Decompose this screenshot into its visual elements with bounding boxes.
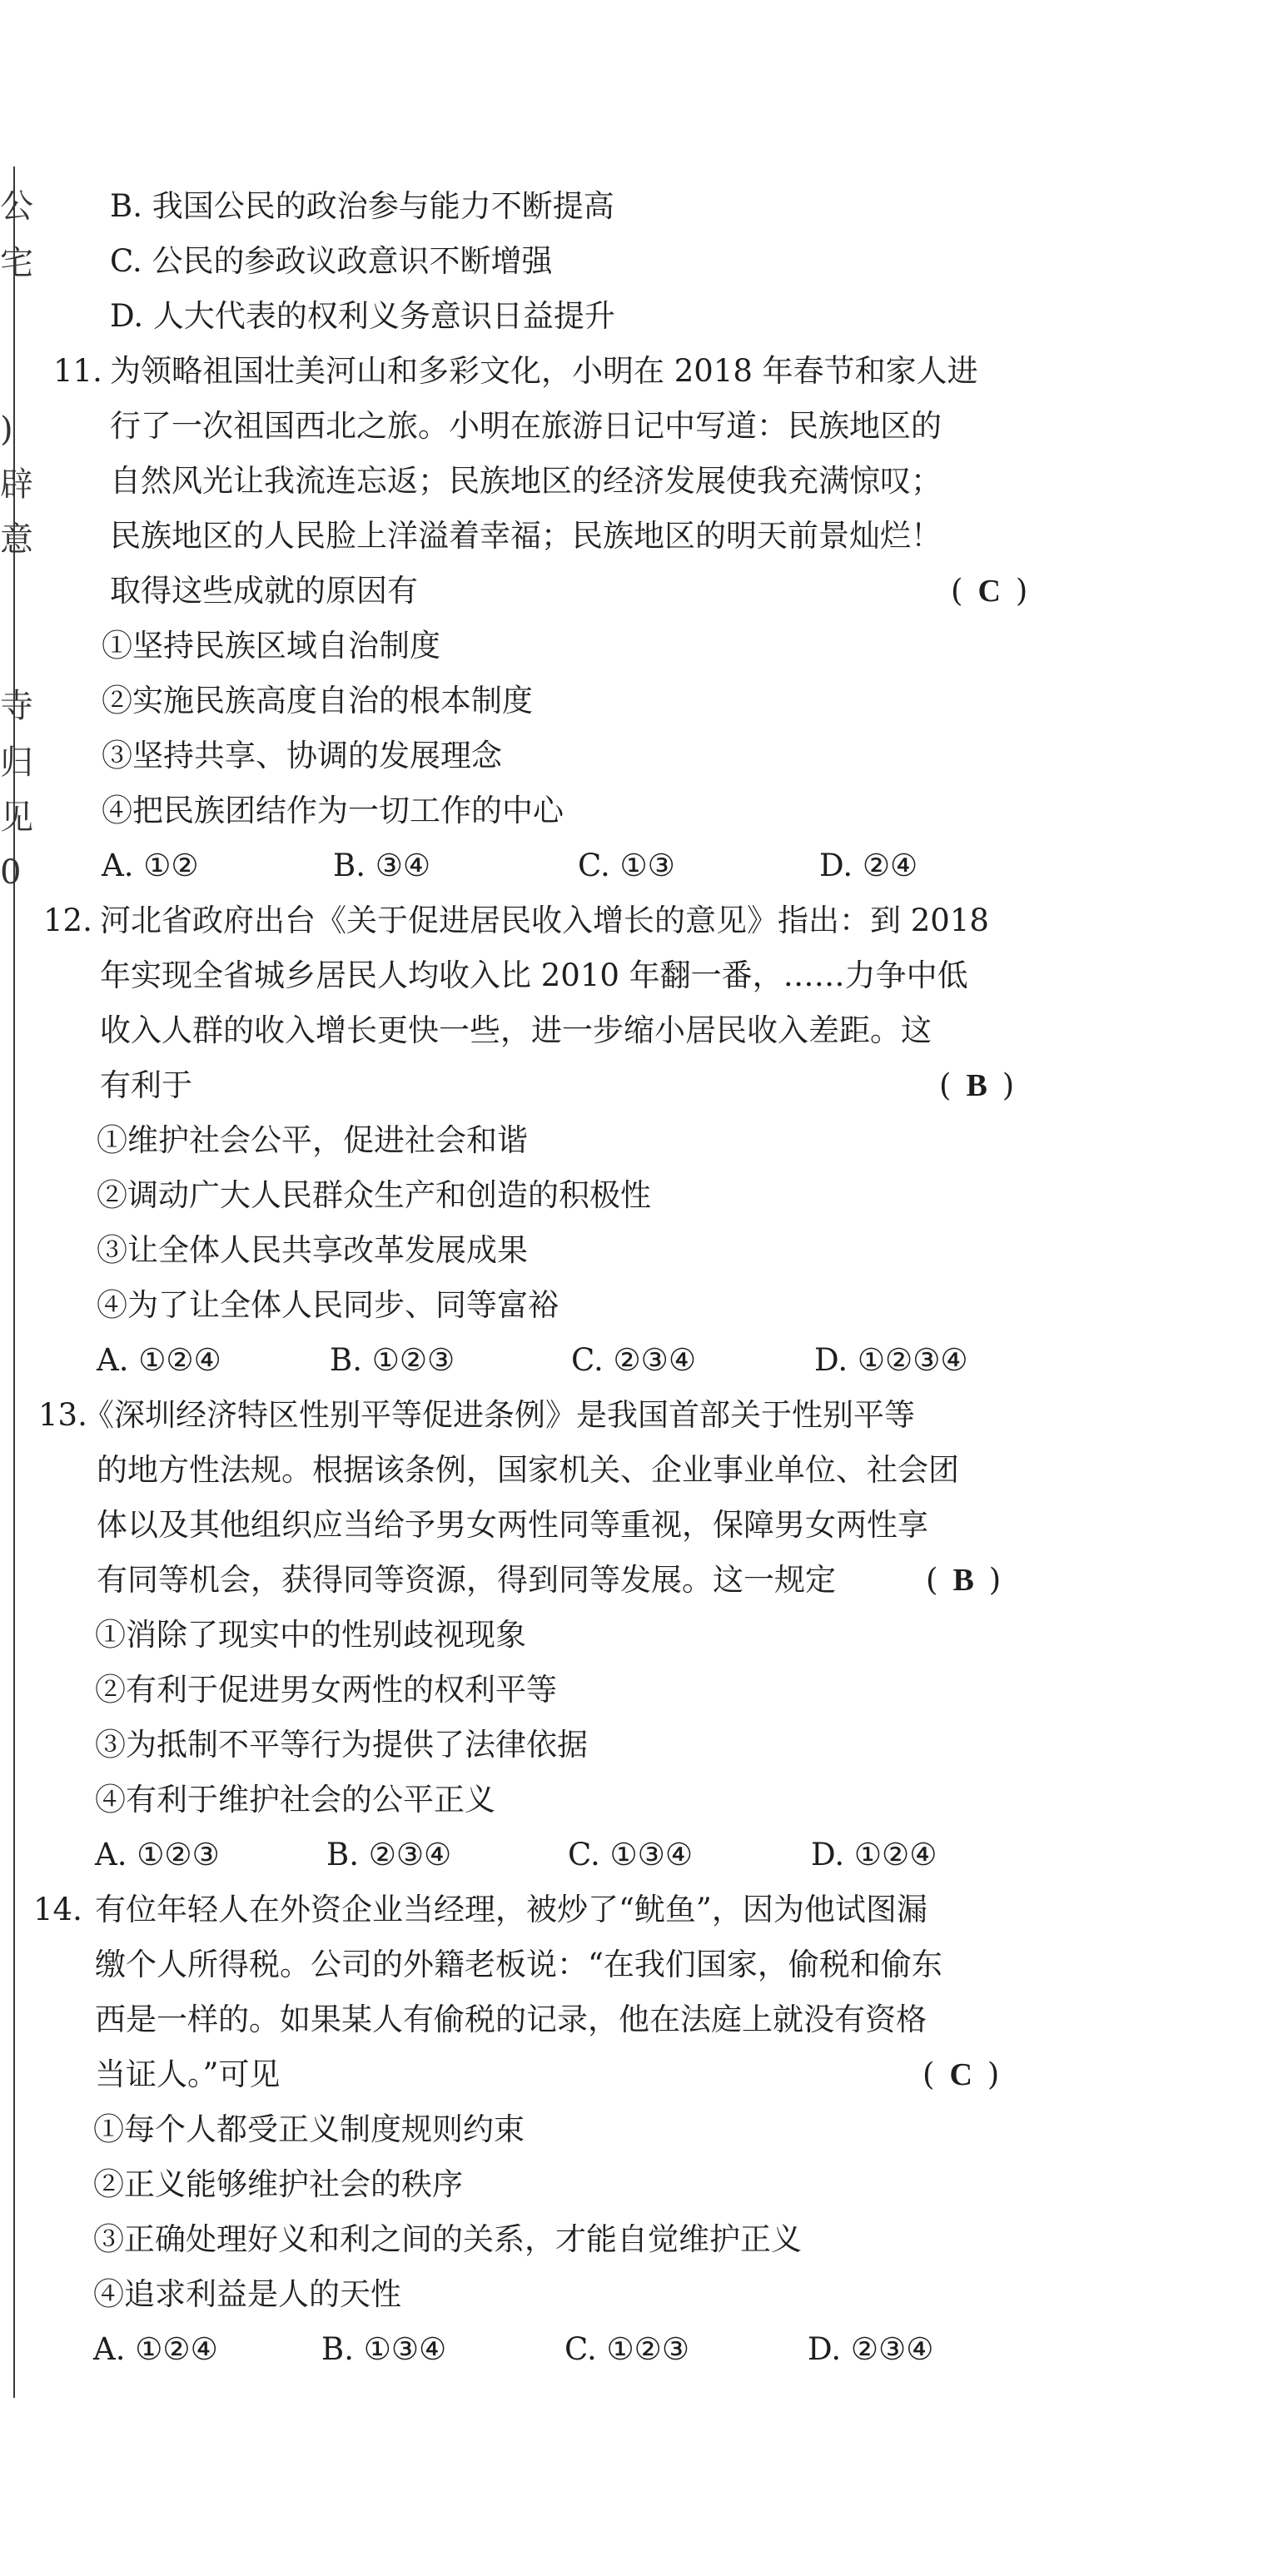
stem-line: 自然风光让我流连忘返；民族地区的经济发展使我充满惊叹； (110, 463, 942, 499)
stem-line: 体以及其他组织应当给予男女两性同等重视，保障男女两性享 (97, 1507, 928, 1543)
stem-line: 河北省政府出台《关于促进居民收入增长的意见》指出：到 2018 (100, 903, 989, 938)
statement-line: ④有利于维护社会的公平正义 (95, 1782, 495, 1818)
edge-fragment: ) (0, 410, 13, 449)
edge-fragment: 意 (0, 520, 33, 559)
option-line: D. 人大代表的权利义务意识日益提升 (110, 298, 615, 334)
choice-a: A. ①② (102, 848, 199, 883)
question-number: 11. (53, 353, 102, 389)
choice-a: A. ①②④ (93, 2331, 218, 2367)
answer-letter: C (977, 574, 1001, 609)
stem-line: 《深圳经济特区性别平等促进条例》是我国首部关于性别平等 (83, 1397, 915, 1433)
statement-line: ③正确处理好义和利之间的关系，才能自觉维护正义 (93, 2221, 802, 2257)
choice-b: B. ①③④ (321, 2331, 447, 2367)
stem-line: 行了一次祖国西北之旅。小明在旅游日记中写道：民族地区的 (110, 408, 942, 444)
statement-line: ④把民族团结作为一切工作的中心 (102, 793, 564, 828)
choice-c: C. ①③④ (568, 1837, 694, 1872)
statement-line: ①消除了现实中的性别歧视现象 (95, 1617, 526, 1653)
statement-line: ①维护社会公平，促进社会和谐 (97, 1122, 528, 1158)
stem-line: 年实现全省城乡居民人均收入比 2010 年翻一番，……力争中低 (100, 957, 968, 993)
statement-line: ③让全体人民共享改革发展成果 (97, 1232, 528, 1268)
edge-fragment: 0 (0, 853, 22, 892)
answer-box: ( B ) (939, 1067, 1015, 1103)
choice-a: A. ①②③ (95, 1837, 220, 1872)
answer-box: ( C ) (922, 2056, 1000, 2092)
choice-d: D. ①②④ (811, 1837, 937, 1872)
edge-fragment: 辟 (0, 465, 33, 504)
statement-line: ②调动广大人民群众生产和创造的积极性 (97, 1177, 651, 1213)
choice-a: A. ①②④ (97, 1342, 221, 1378)
stem-line: 有位年轻人在外资企业当经理，被炒了“鱿鱼”，因为他试图漏 (95, 1892, 927, 1927)
choice-b: B. ③④ (333, 848, 431, 883)
answer-letter: B (966, 1068, 987, 1103)
statement-line: ②实施民族高度自治的根本制度 (102, 683, 533, 719)
answer-box: ( C ) (951, 573, 1028, 609)
stem-line: 的地方性法规。根据该条例，国家机关、企业事业单位、社会团 (97, 1452, 959, 1488)
question-number: 12. (43, 903, 92, 938)
statement-line: ①坚持民族区域自治制度 (102, 628, 440, 664)
stem-line: 西是一样的。如果某人有偷税的记录，他在法庭上就没有资格 (95, 2002, 927, 2037)
stem-line: 收入人群的收入增长更快一些，进一步缩小居民收入差距。这 (100, 1012, 932, 1048)
statement-line: ④追求利益是人的天性 (93, 2276, 401, 2312)
question-number: 13. (38, 1397, 87, 1433)
statement-line: ③为抵制不平等行为提供了法律依据 (95, 1727, 588, 1763)
choice-c: C. ①②③ (564, 2331, 690, 2367)
question-number: 14. (33, 1892, 82, 1927)
choice-b: B. ②③④ (326, 1837, 452, 1872)
edge-fragment: 宅 (0, 244, 33, 282)
choice-c: C. ②③④ (571, 1342, 697, 1378)
choice-d: D. ②④ (819, 848, 918, 883)
choice-c: C. ①③ (578, 848, 675, 883)
edge-fragment: 公 (0, 187, 33, 226)
option-line: B. 我国公民的政治参与能力不断提高 (110, 188, 614, 224)
option-line: C. 公民的参政议政意识不断增强 (110, 243, 553, 279)
answer-letter: C (949, 2057, 972, 2092)
stem-line: 民族地区的人民脸上洋溢着幸福；民族地区的明天前景灿烂！ (110, 518, 942, 554)
statement-line: ④为了让全体人民同步、同等富裕 (97, 1287, 559, 1323)
statement-line: ②有利于促进男女两性的权利平等 (95, 1672, 557, 1708)
stem-line: 缴个人所得税。公司的外籍老板说：“在我们国家，偷税和偷东 (95, 1947, 942, 1982)
stem-line: 有同等机会，获得同等资源，得到同等发展。这一规定 (97, 1562, 836, 1598)
edge-fragment: 寺 (0, 687, 33, 725)
statement-line: ①每个人都受正义制度规则约束 (93, 2111, 525, 2147)
edge-fragment: 归 (0, 743, 33, 782)
statement-line: ②正义能够维护社会的秩序 (93, 2166, 463, 2202)
answer-box: ( B ) (926, 1562, 1002, 1598)
stem-line: 取得这些成就的原因有 (110, 573, 418, 609)
edge-fragment: 见 (0, 798, 33, 837)
choice-d: D. ②③④ (808, 2331, 934, 2367)
choice-d: D. ①②③④ (814, 1342, 968, 1378)
stem-line: 当证人。”可见 (95, 2056, 281, 2092)
answer-letter: B (952, 1563, 974, 1598)
stem-line: 有利于 (100, 1067, 192, 1103)
stem-line: 为领略祖国壮美河山和多彩文化，小明在 2018 年春节和家人进 (110, 353, 978, 389)
choice-b: B. ①②③ (330, 1342, 455, 1378)
statement-line: ③坚持共享、协调的发展理念 (102, 738, 502, 773)
